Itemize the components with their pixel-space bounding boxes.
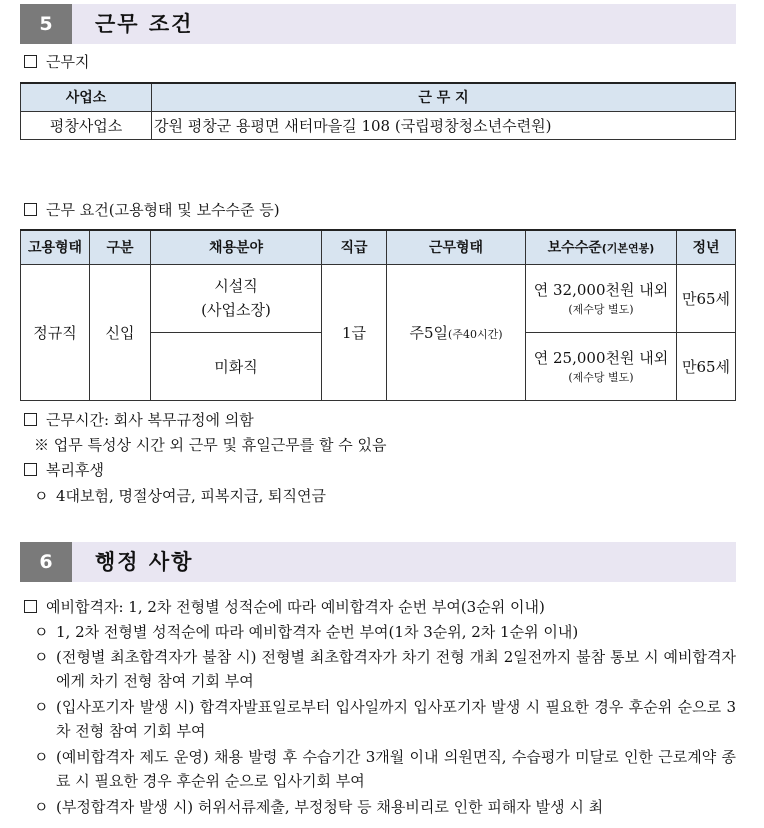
workplace-heading: 근무지 [24,51,89,72]
workplace-table [20,82,736,140]
col-header-retirement: 정년 [677,230,736,264]
col-header-category: 구분 [90,230,151,264]
list-item: ㅇ (예비합격자 제도 운영) 채용 발령 후 수습기간 3개월 이내 의원면직, 수습평가 미달로 인한 근로계약 종료 시 필요한 경우 후순위 순으로 입사기회 부여 [34,745,736,793]
bullet: ㅇ [34,798,49,816]
bullet: ㅇ [34,748,49,766]
employment-cell: 정규직 [21,264,90,400]
work-type-cell: 주5일(주40시간) [387,264,526,400]
list-item: ㅇ (전형별 최초합격자가 불참 시) 전형별 최초합격자가 차기 전형 개최 2일전까지 불참 통보 시 예비합격자에게 차기 전형 참여 기회 부여 [34,645,736,693]
requirements-table [20,229,736,401]
list-item: ㅇ 4대보험, 명절상여금, 피복지급, 퇴직연금 [34,484,736,508]
checkbox-square-icon [24,203,37,216]
address-cell: 강원 평창군 용평면 새터마을길 108 (국립평창청소년수련원) [152,111,736,139]
work-note: ※ 업무 특성상 시간 외 근무 및 휴일근무를 할 수 있음 [34,436,387,454]
grade-cell: 1급 [322,264,387,400]
col-header-salary: 보수수준(기본연봉) [526,230,677,264]
col-header-office: 사업소 [21,83,152,111]
section-number: 5 [20,4,72,44]
list-item: ㅇ 1, 2차 전형별 성적순에 따라 예비합격자 순번 부여(1차 3순위, 2차 1순위 이내) [34,620,736,644]
section-title: 행정 사항 [95,550,194,574]
col-header-grade: 직급 [322,230,387,264]
bullet: ㅇ [34,623,49,641]
section-5-header [20,4,736,44]
list-item: ㅇ (부정합격자 발생 시) 허위서류제출, 부정청탁 등 채용비리로 인한 피해자 발생 시 최 [34,795,736,819]
checkbox-square-icon [24,413,37,426]
retirement-cell: 만65세 [677,332,736,400]
section-number: 6 [20,542,72,582]
checkbox-square-icon [24,463,37,476]
section-6-header [20,542,736,582]
section-title: 근무 조건 [95,12,194,36]
field-cell: 미화직 [151,332,322,400]
checkbox-square-icon [24,600,37,613]
work-hours-line: 근무시간: 회사 복무규정에 의함 [24,409,254,430]
table-row [21,111,736,139]
salary-cell: 연 32,000천원 내외 (제수당 별도) [526,264,677,332]
requirements-heading: 근무 요건(고용형태 및 보수수준 등) [24,199,280,220]
retirement-cell: 만65세 [677,264,736,332]
bullet: ㅇ [34,698,49,716]
bullet: ㅇ [34,487,49,505]
salary-cell: 연 25,000천원 내외 (제수당 별도) [526,332,677,400]
welfare-heading: 복리후생 [24,459,104,480]
category-cell: 신입 [90,264,151,400]
col-header-workplace: 근 무 지 [152,83,736,111]
col-header-field: 채용분야 [151,230,322,264]
office-cell: 평창사업소 [21,111,152,139]
field-cell: 시설직 (사업소장) [151,264,322,332]
checkbox-square-icon [24,55,37,68]
col-header-work-type: 근무형태 [387,230,526,264]
col-header-employment: 고용형태 [21,230,90,264]
list-item: ㅇ (입사포기자 발생 시) 합격자발표일로부터 입사일까지 입사포기자 발생 시 필요한 경우 후순위 순으로 3차 전형 참여 기회 부여 [34,695,736,743]
admin-heading: 예비합격자: 1, 2차 전형별 성적순에 따라 예비합격자 순번 부여(3순위 이내) [24,596,545,617]
bullet: ㅇ [34,648,49,666]
table-row [21,264,736,332]
